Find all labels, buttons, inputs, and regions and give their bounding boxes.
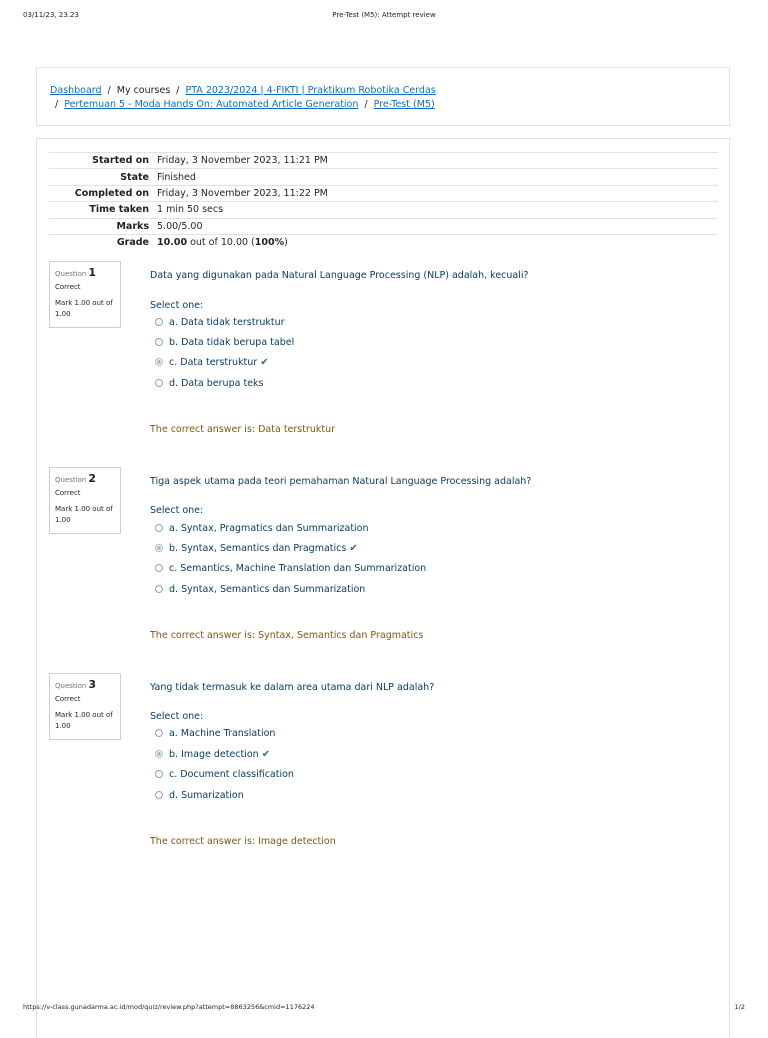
summary-label: Time taken: [49, 202, 155, 218]
breadcrumb-course-link[interactable]: PTA 2023/2024 | 4-FIKTI | Praktikum Robotika Cerdas: [185, 85, 436, 96]
grade-percent: 100%: [254, 237, 285, 249]
question-label: Question: [55, 476, 87, 484]
grade-score: 10.00: [157, 237, 188, 249]
summary-label: State: [49, 169, 155, 185]
radio-button[interactable]: [155, 729, 163, 737]
question-info-3: [49, 673, 121, 740]
option-label: b. Syntax, Semantics dan Pragmatics: [169, 543, 347, 554]
summary-value: 1 min 50 secs: [155, 202, 718, 218]
breadcrumb-section-link[interactable]: Pertemuan 5 - Moda Hands On: Automated Article Generation: [64, 99, 359, 110]
answer-option[interactable]: [155, 790, 244, 802]
question-state: Correct: [55, 489, 81, 497]
breadcrumb-separator: /: [107, 85, 111, 96]
option-label: d. Sumarization: [169, 790, 244, 801]
summary-value: Friday, 3 November 2023, 11:22 PM: [155, 185, 718, 201]
print-url: https://v-class.gunadarma.ac.id/mod/quiz/review.php?attempt=8863256&cmid=1176224: [23, 1003, 315, 1011]
option-label: c. Semantics, Machine Translation dan Summarization: [169, 563, 427, 574]
question-number: 3: [88, 678, 96, 691]
select-one-prompt: Select one:: [150, 505, 204, 516]
question-label: Question: [55, 270, 87, 278]
answer-option[interactable]: [155, 523, 369, 535]
answer-option[interactable]: [155, 317, 285, 329]
correct-answer-feedback: The correct answer is: Data terstruktur: [150, 424, 336, 435]
check-icon: ✔: [349, 543, 358, 554]
radio-button-checked[interactable]: [155, 544, 163, 552]
question-grade: Mark 1.00 out of 1.00: [55, 505, 113, 524]
print-title: Pre-Test (M5): Attempt review: [332, 11, 436, 19]
summary-row: [49, 153, 718, 169]
radio-button[interactable]: [155, 338, 163, 346]
option-label: a. Data tidak terstruktur: [169, 317, 285, 328]
select-one-prompt: Select one:: [150, 711, 204, 722]
option-label: d. Syntax, Semantics dan Summarization: [169, 584, 366, 595]
question-grade: Mark 1.00 out of 1.00: [55, 299, 113, 318]
answer-option[interactable]: [155, 378, 263, 390]
answer-option-selected[interactable]: [155, 357, 269, 369]
summary-label: Marks: [49, 218, 155, 234]
correct-answer-feedback: The correct answer is: Syntax, Semantics dan Pragmatics: [150, 630, 424, 641]
check-icon: ✔: [260, 357, 269, 368]
question-label: Question: [55, 682, 87, 690]
attempt-summary-table: [49, 152, 718, 251]
radio-button[interactable]: [155, 770, 163, 778]
answer-option[interactable]: [155, 769, 294, 781]
radio-button[interactable]: [155, 564, 163, 572]
radio-button-checked[interactable]: [155, 358, 163, 366]
summary-row: [49, 218, 718, 234]
answer-option[interactable]: [155, 563, 426, 575]
radio-button[interactable]: [155, 318, 163, 326]
select-one-prompt: Select one:: [150, 300, 204, 311]
breadcrumb: [36, 67, 730, 126]
breadcrumb-separator: /: [176, 85, 180, 96]
summary-row: [49, 169, 718, 185]
print-page-number: 1/2: [734, 1003, 745, 1011]
option-label: c. Data terstruktur: [169, 357, 258, 368]
summary-value: 5.00/5.00: [155, 218, 718, 234]
summary-label: Completed on: [49, 185, 155, 201]
answer-option[interactable]: [155, 337, 294, 349]
breadcrumb-separator: /: [55, 99, 59, 110]
breadcrumb-quiz-link[interactable]: Pre-Test (M5): [373, 99, 435, 110]
summary-label: Started on: [49, 153, 155, 169]
question-text-1: Data yang digunakan pada Natural Language Processing (NLP) adalah, kecuali?: [150, 270, 529, 281]
option-label: b. Image detection: [169, 749, 259, 760]
question-state: Correct: [55, 695, 81, 703]
radio-button[interactable]: [155, 379, 163, 387]
question-number: 1: [88, 266, 96, 279]
correct-answer-feedback: The correct answer is: Image detection: [150, 836, 336, 847]
breadcrumb-my-courses: My courses: [116, 85, 171, 96]
grade-close: ): [284, 237, 288, 249]
option-label: b. Data tidak berupa tabel: [169, 337, 295, 348]
grade-out-of: out of 10.00 (: [187, 237, 255, 249]
radio-button[interactable]: [155, 585, 163, 593]
question-state: Correct: [55, 283, 81, 291]
answer-option-selected[interactable]: [155, 543, 358, 555]
answer-option-selected[interactable]: [155, 749, 270, 761]
option-label: d. Data berupa teks: [169, 378, 264, 389]
answer-option[interactable]: [155, 584, 365, 596]
breadcrumb-dashboard-link[interactable]: Dashboard: [50, 85, 102, 96]
summary-value: Finished: [155, 169, 718, 185]
answer-option[interactable]: [155, 728, 275, 740]
radio-button[interactable]: [155, 524, 163, 532]
option-label: a. Machine Translation: [169, 728, 276, 739]
question-grade: Mark 1.00 out of 1.00: [55, 711, 113, 730]
print-date: 03/11/23, 23.23: [23, 11, 79, 19]
summary-row: [49, 185, 718, 201]
summary-row: [49, 234, 718, 250]
print-header: [0, 11, 768, 23]
radio-button[interactable]: [155, 791, 163, 799]
option-label: a. Syntax, Pragmatics dan Summarization: [169, 523, 369, 534]
summary-grade-value: [155, 234, 718, 250]
summary-row: [49, 202, 718, 218]
question-number: 2: [88, 472, 96, 485]
summary-label: Grade: [49, 234, 155, 250]
breadcrumb-separator: /: [364, 99, 368, 110]
question-info-2: [49, 467, 121, 534]
check-icon: ✔: [261, 749, 271, 760]
question-info-1: [49, 261, 121, 328]
question-text-2: Tiga aspek utama pada teori pemahaman Natural Language Processing adalah?: [150, 476, 532, 487]
option-label: c. Document classification: [169, 769, 294, 780]
radio-button-checked[interactable]: [155, 750, 163, 758]
question-text-3: Yang tidak termasuk ke dalam area utama dari NLP adalah?: [150, 682, 435, 693]
summary-value: Friday, 3 November 2023, 11:21 PM: [155, 153, 718, 169]
